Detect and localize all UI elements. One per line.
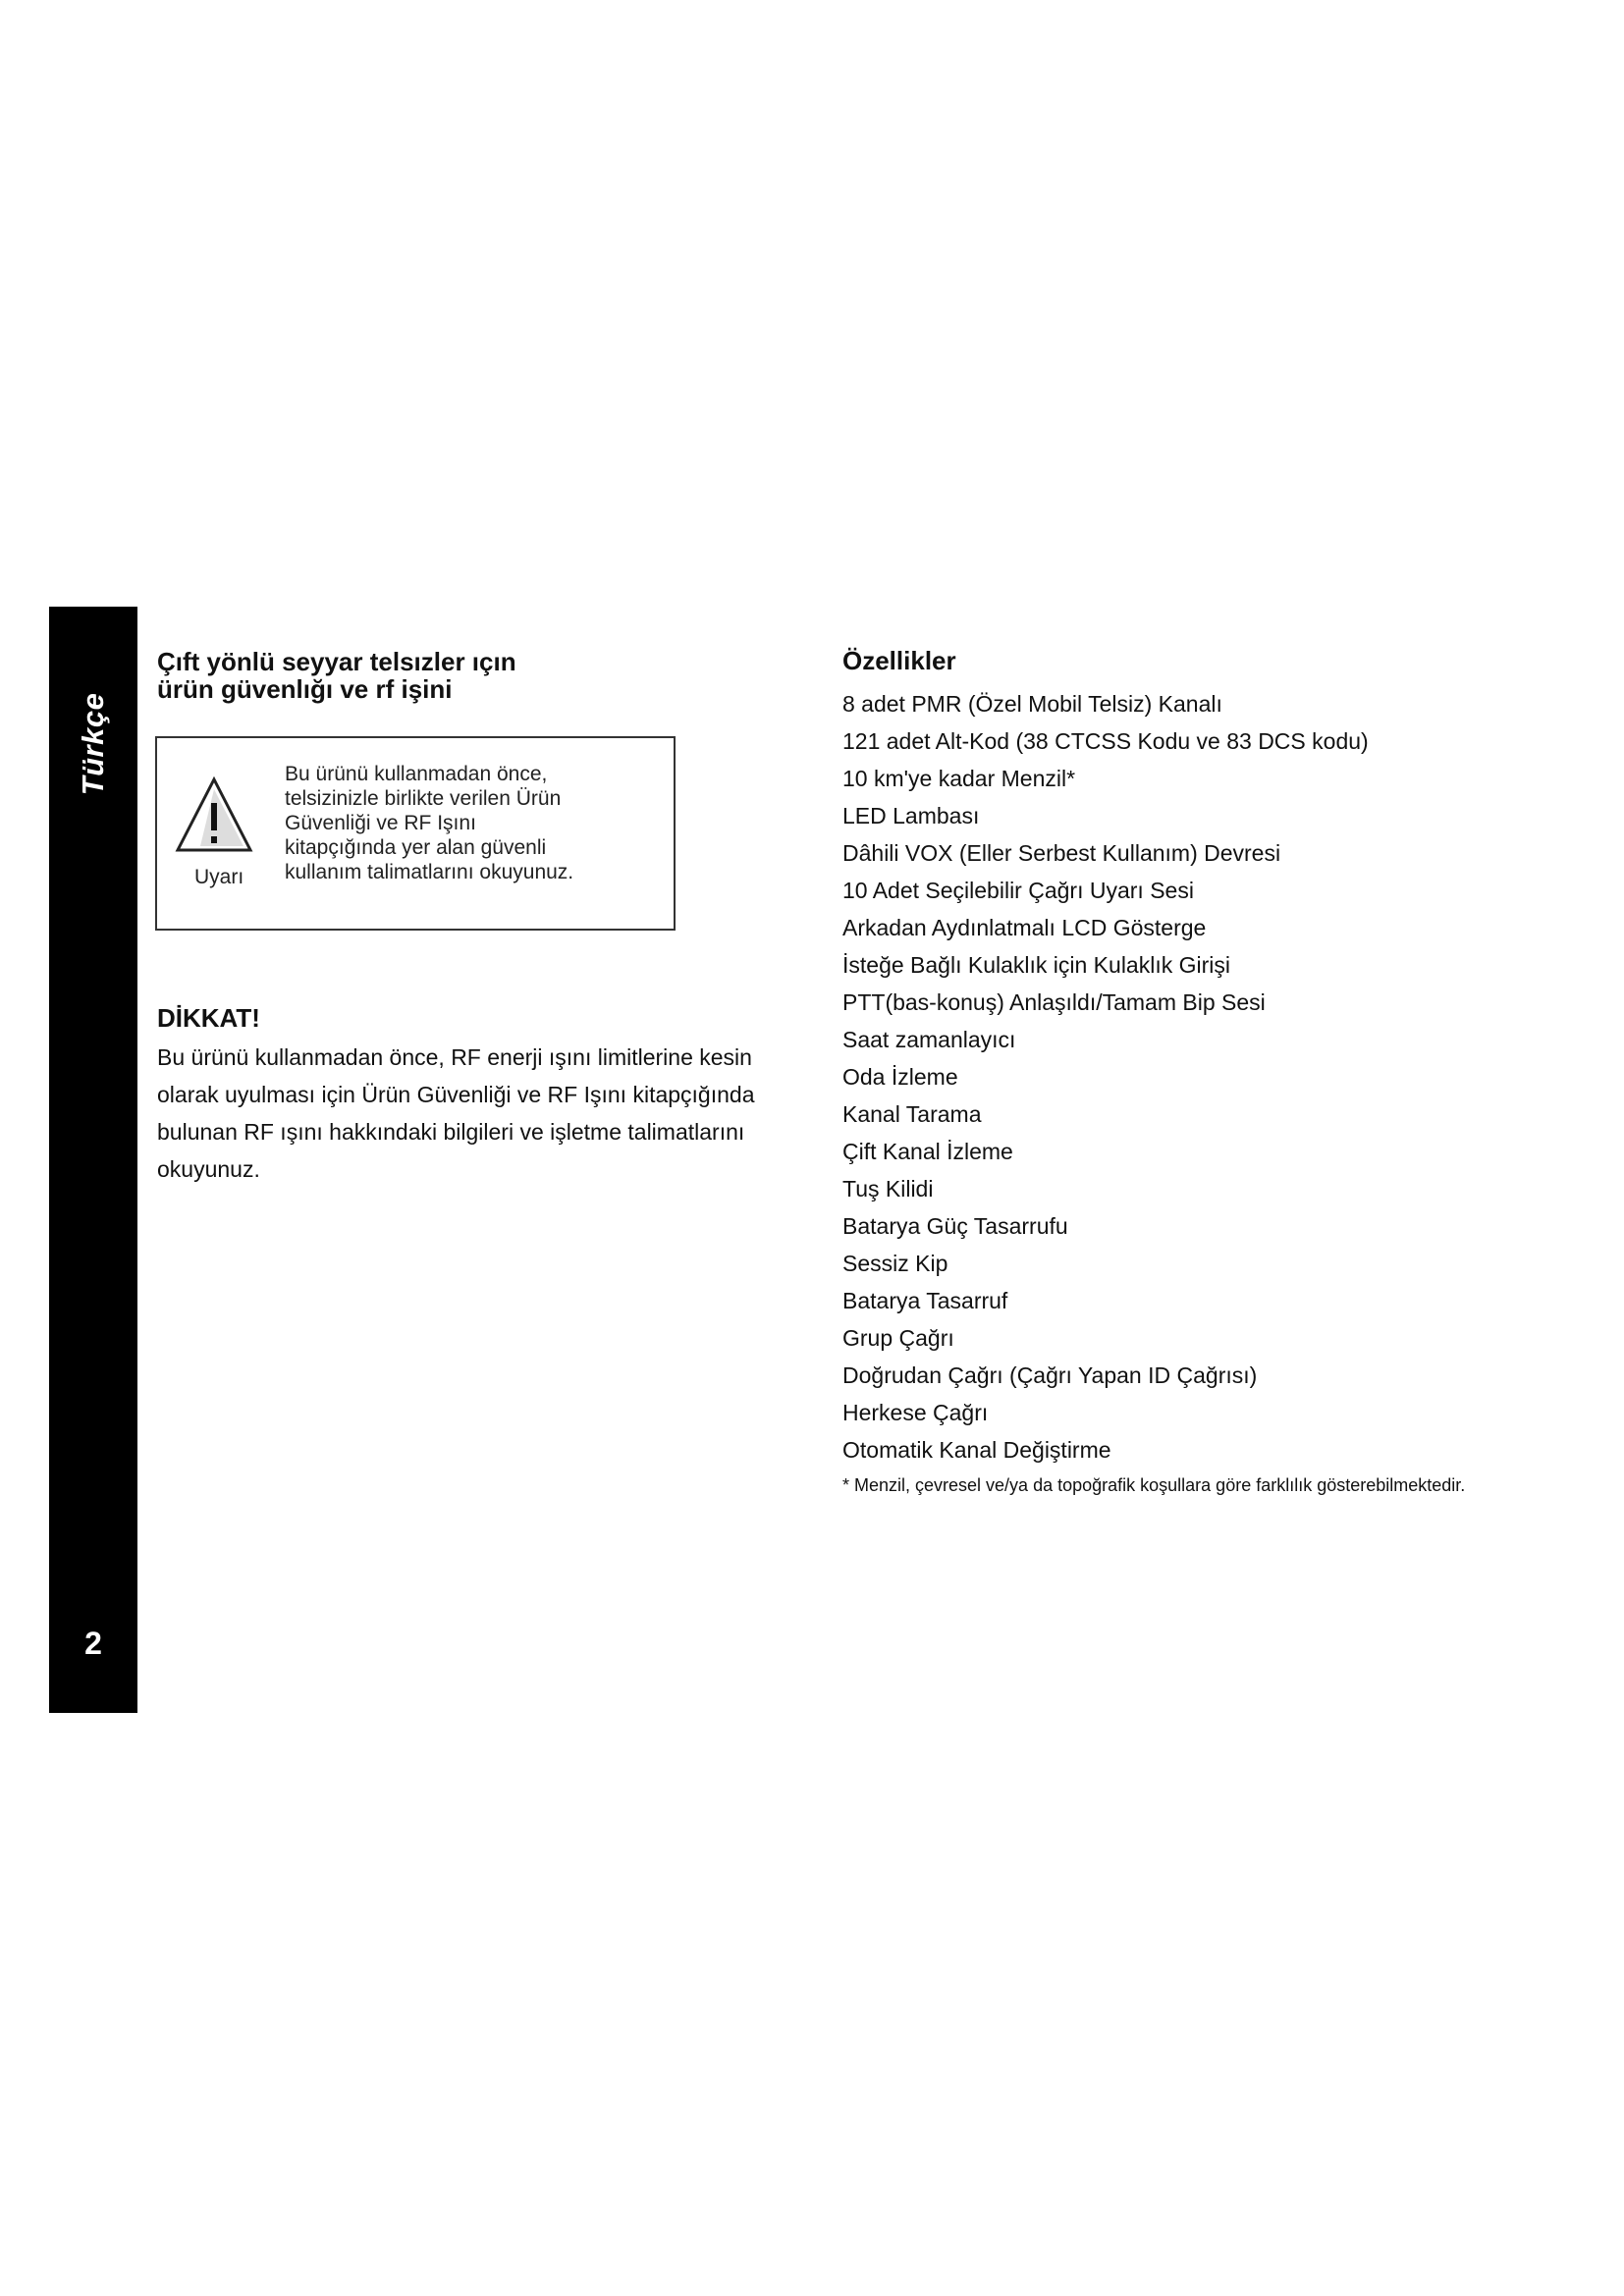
warning-caption: Uyarı [194,866,244,888]
caution-line: olarak uyulması için Ürün Güvenliği ve RF Işını kitapçığında [157,1082,755,1107]
caution-heading: DİKKAT! [157,1003,260,1033]
feature-item: LED Lambası [842,803,980,828]
warning-line: Güvenliği ve RF Işını [285,812,476,834]
feature-item: Batarya Güç Tasarrufu [842,1213,1068,1239]
features-list [842,685,1530,1468]
warning-triangle-icon [175,775,253,854]
feature-item: Sessiz Kip [842,1251,948,1276]
safety-title [157,648,707,703]
warning-box [155,736,676,931]
feature-item: 10 km'ye kadar Menzil* [842,766,1076,791]
feature-item: Çift Kanal İzleme [842,1139,1013,1164]
feature-item: 8 adet PMR (Özel Mobil Telsiz) Kanalı [842,691,1222,717]
side-tab [49,607,137,1713]
features-title: Özellikler [842,646,956,675]
feature-item: Kanal Tarama [842,1101,982,1127]
language-tab [49,607,137,881]
page-number: 2 [84,1626,102,1661]
safety-title-line: ürün güvenlığı ve rf işini [157,674,453,704]
warning-line: kitapçığında yer alan güvenli [285,836,547,859]
feature-item: Saat zamanlayıcı [842,1027,1016,1052]
feature-item: Herkese Çağrı [842,1400,989,1425]
warning-line: kullanım talimatlarını okuyunuz. [285,861,574,883]
feature-item: Oda İzleme [842,1064,958,1090]
caution-line: bulunan RF ışını hakkındaki bilgileri ve işletme talimatlarını [157,1119,745,1145]
caution-line: okuyunuz. [157,1156,260,1182]
warning-text [285,762,668,884]
caution-line: Bu ürünü kullanmadan önce, RF enerji ışını limitlerine kesin [157,1044,752,1070]
feature-item: Arkadan Aydınlatmalı LCD Gösterge [842,915,1207,940]
feature-item: Tuş Kilidi [842,1176,934,1201]
feature-item: Grup Çağrı [842,1325,954,1351]
caution-text [157,1039,805,1188]
feature-item: 10 Adet Seçilebilir Çağrı Uyarı Sesi [842,878,1194,903]
warning-line: telsizinizle birlikte verilen Ürün [285,787,562,810]
feature-item: Dâhili VOX (Eller Serbest Kullanım) Devresi [842,840,1281,866]
language-label: Türkçe [76,692,110,796]
feature-item: Batarya Tasarruf [842,1288,1008,1313]
feature-item: PTT(bas-konuş) Anlaşıldı/Tamam Bip Sesi [842,989,1266,1015]
feature-item: İsteğe Bağlı Kulaklık için Kulaklık Girişi [842,952,1230,978]
feature-item: Otomatik Kanal Değiştirme [842,1437,1111,1463]
safety-title-line: Çıft yönlü seyyar telsızler ıçın [157,647,516,676]
footnote: * Menzil, çevresel ve/ya da topoğrafik koşullara göre farklılık gösterebilmektedir. [842,1475,1466,1495]
warning-line: Bu ürünü kullanmadan önce, [285,763,548,785]
feature-item: 121 adet Alt-Kod (38 CTCSS Kodu ve 83 DCS kodu) [842,728,1369,754]
feature-item: Doğrudan Çağrı (Çağrı Yapan ID Çağrısı) [842,1362,1258,1388]
